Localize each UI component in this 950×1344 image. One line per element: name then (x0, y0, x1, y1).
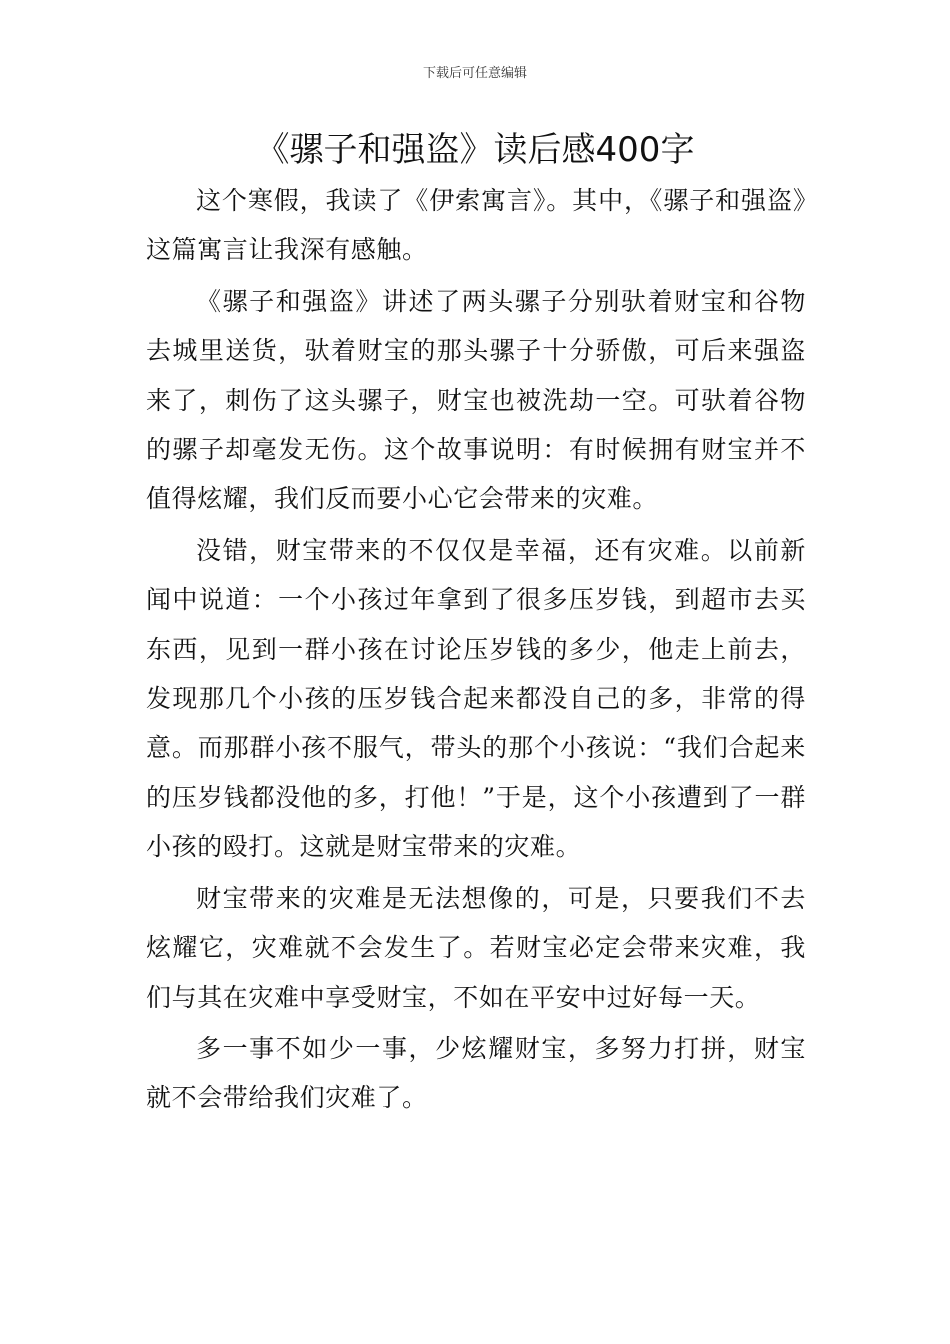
paragraph-5: 多一事不如少一事，少炫耀财宝，多努力打拼，财宝就不会带给我们灾难了。 (146, 1033, 806, 1113)
document-title: 《骡子和强盗》读后感400字 (255, 130, 695, 170)
paragraph-4: 财宝带来的灾难是无法想像的，可是，只要我们不去炫耀它，灾难就不会发生了。若财宝必定会带来灾难，我们与其在灾难中享受财宝，不如在平安中过好每一天。 (146, 883, 806, 1012)
paragraph-2: 《骡子和强盗》讲述了两头骡子分别驮着财宝和谷物去城里送货，驮着财宝的那头骡子十分骄傲，可后来强盗来了，刺伤了这头骡子，财宝也被洗劫一空。可驮着谷物的骡子却毫发无伤。这个故事说明：有时候拥有财宝并不值得炫耀，我们反而要小心它会带来的灾难。 (146, 286, 806, 514)
paragraph-1: 这个寒假，我读了《伊索寓言》。其中，《骡子和强盗》这篇寓言让我深有感触。 (146, 186, 806, 265)
paragraph-3: 没错，财宝带来的不仅仅是幸福，还有灾难。以前新闻中说道：一个小孩过年拿到了很多压岁钱，到超市去买东西，见到一群小孩在讨论压岁钱的多少，他走上前去，发现那几个小孩的压岁钱合起来都没自己的多，非常的得意。而那群小孩不服气，带头的那个小孩说：“我们合起来的压岁钱都没他的多，打他！”于是，这个小孩遭到了一群小孩的殴打。这就是财宝带来的灾难。 (146, 535, 806, 862)
page-header-note: 下载后可任意编辑 (422, 66, 527, 81)
document-body (146, 176, 806, 1125)
